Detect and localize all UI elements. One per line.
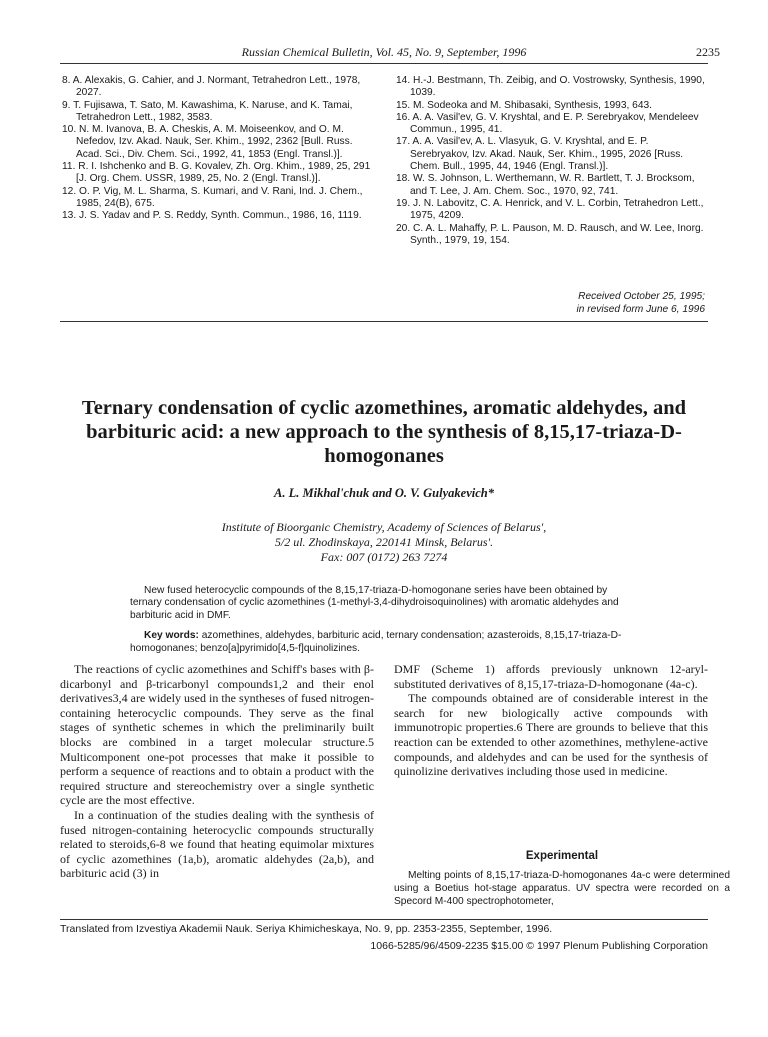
reference-item: 8. A. Alexakis, G. Cahier, and J. Normant, Tetrahedron Lett., 1978, 2027. — [62, 75, 361, 99]
keywords-label: Key words: — [144, 630, 199, 642]
body-paragraph: DMF (Scheme 1) affords previously unknown 12-aryl-substituted derivatives of 8,15,17-triaza-D-homogonane (4a-c). — [394, 662, 708, 691]
reference-item: 13. J. S. Yadav and P. S. Reddy, Synth. Commun., 1986, 16, 1119. — [62, 210, 362, 222]
article-title: Ternary condensation of cyclic azomethines, aromatic aldehydes, and barbituric acid: a new approach to the synthesis of 8,15,17-triaza-D-homogonanes — [81, 397, 687, 467]
keywords-text: azomethines, aldehydes, barbituric acid, ternary condensation; azasteroids, 8,15,17-triaza-D-homogonanes; benzo[a]pyrimido[4,5-f]quinolizines. — [130, 630, 622, 654]
affiliation-fax: Fax: 007 (0172) 263 7274 — [320, 550, 448, 564]
references-right-column — [396, 75, 708, 247]
reference-item: 17. A. A. Vasil'ev, A. L. Vlasyuk, G. V. Kryshtal, and E. P. Serebryakov, Izv. Akad. Nauk, Ser. Khim., 1995, 2026 [Russ. Chem. Bull., 1995, 44, 1946 (Engl. Transl.)]. — [396, 136, 684, 173]
body-right-column — [394, 662, 708, 779]
abstract-block — [130, 585, 638, 655]
reference-item: 19. J. N. Labovitz, C. A. Henrick, and V. L. Corbin, Tetrahedron Lett., 1975, 4209. — [396, 197, 704, 222]
affiliation-line: 5/2 ul. Zhodinskaya, 220141 Minsk, Belarus'. — [274, 535, 494, 549]
reference-item: 18. W. S. Johnson, L. Werthemann, W. R. Bartlett, T. J. Brocksom, and T. Lee, J. Am. Chem. Soc., 1970, 92, 741. — [396, 173, 695, 197]
translation-note: Translated from Izvestiya Akademii Nauk. Seriya Khimicheskaya, No. 9, pp. 2353-2355, September, 1996. — [60, 923, 553, 935]
received-dates — [576, 290, 705, 316]
body-paragraph: In a continuation of the studies dealing with the synthesis of fused nitrogen-containing heterocyclic compounds structurally related to steroids,6-8 we found that heating equimolar mixtures of cyclic azomethines (1a,b), aromatic aldehydes (2a,b), and barbituric acid (3) in — [60, 807, 374, 881]
experimental-section — [394, 869, 730, 908]
keywords — [130, 630, 638, 655]
section-rule — [60, 321, 708, 322]
reference-item: 16. A. A. Vasil'ev, G. V. Kryshtal, and E. P. Serebryakov, Mendeleev Commun., 1995, 41. — [396, 111, 699, 136]
reference-item: 11. R. I. Ishchenko and B. G. Kovalev, Zh. Org. Khim., 1989, 25, 291 [J. Org. Chem. USSR, 1989, 25, No. 2 (Engl. Transl.)]. — [62, 161, 371, 185]
experimental-text: Melting points of 8,15,17-triaza-D-homogonanes 4a-c were determined using a Boetius hot-stage apparatus. UV spectra were recorded on a Specord M-400 spectrophotometer, — [394, 870, 730, 907]
revised-date: in revised form June 6, 1996 — [576, 304, 705, 315]
affiliation-line: Institute of Bioorganic Chemistry, Academy of Sciences of Belarus', — [221, 520, 547, 534]
abstract-text: New fused heterocyclic compounds of the 8,15,17-triaza-D-homogonane series have been obtained by ternary condensation of cyclic azomethines (1-methyl-3,4-dihydroisoquinolines) with aromatic aldehydes and barbituric acid in DMF. — [130, 585, 619, 621]
body-left-column — [60, 662, 374, 881]
reference-item: 9. T. Fujisawa, T. Sato, M. Kawashima, K. Naruse, and K. Tamai, Tetrahedron Lett., 1982, 3583. — [62, 99, 353, 123]
reference-item: 12. O. P. Vig, M. L. Sharma, S. Kumari, and V. Rani, Ind. J. Chem., 1985, 24(B), 675. — [62, 185, 363, 209]
reference-item: 15. M. Sodeoka and M. Shibasaki, Synthesis, 1993, 643. — [396, 99, 652, 111]
page-number: 2235 — [696, 45, 720, 59]
reference-item: 14. H.-J. Bestmann, Th. Zeibig, and O. Vostrowsky, Synthesis, 1990, 1039. — [396, 75, 705, 99]
received-date: Received October 25, 1995; — [578, 291, 705, 302]
reference-item: 10. N. M. Ivanova, B. A. Cheskis, A. M. Moiseenkov, and O. M. Nefedov, Izv. Akad. Nauk, Ser. Khim., 1992, 2362 [Bull. Russ. Acad. Sci., Div. Chem. Sci., 1992, 41, 1853 (Engl. Transl.)]. — [62, 124, 353, 160]
references-left-column — [62, 75, 374, 223]
reference-item: 20. C. A. L. Mahaffy, P. L. Pauson, M. D. Rausch, and W. Lee, Inorg. Synth., 1979, 19, 154. — [396, 222, 704, 246]
copyright-line: 1066-5285/96/4509-2235 $15.00 © 1997 Plenum Publishing Corporation — [370, 940, 708, 952]
journal-header: Russian Chemical Bulletin, Vol. 45, No. 9, September, 1996 — [241, 45, 527, 59]
experimental-heading: Experimental — [525, 850, 599, 862]
header-rule — [60, 63, 708, 64]
body-paragraph: The compounds obtained are of considerable interest in the search for new biologically active compounds with immunotropic properties.6 There are grounds to believe that this reaction can be extended to other azomethines, methylene-active compounds, and aldehydes and can be used for the synthesis of quinolizine derivatives including those used in medicine. — [394, 691, 708, 779]
article-authors: A. L. Mikhal'chuk and O. V. Gulyakevich* — [274, 486, 494, 500]
body-paragraph: The reactions of cyclic azomethines and Schiff's bases with β-dicarbonyl and β-tricarbonyl compounds1,2 and their enol derivatives3,4 are widely used in the syntheses of fused nitrogen-containing heterocyclic compounds. They serve as the final stages of synthetic schemes in which the preliminarily built blocks are combined in a target molecular structure.5 Multicomponent one-pot processes that make it possible to perform a sequence of reactions and to obtain a product with the required structure and stereochemistry over a single synthetic cycle are the most effective. — [60, 662, 374, 808]
affiliation — [0, 520, 768, 565]
footer-rule — [60, 919, 708, 920]
